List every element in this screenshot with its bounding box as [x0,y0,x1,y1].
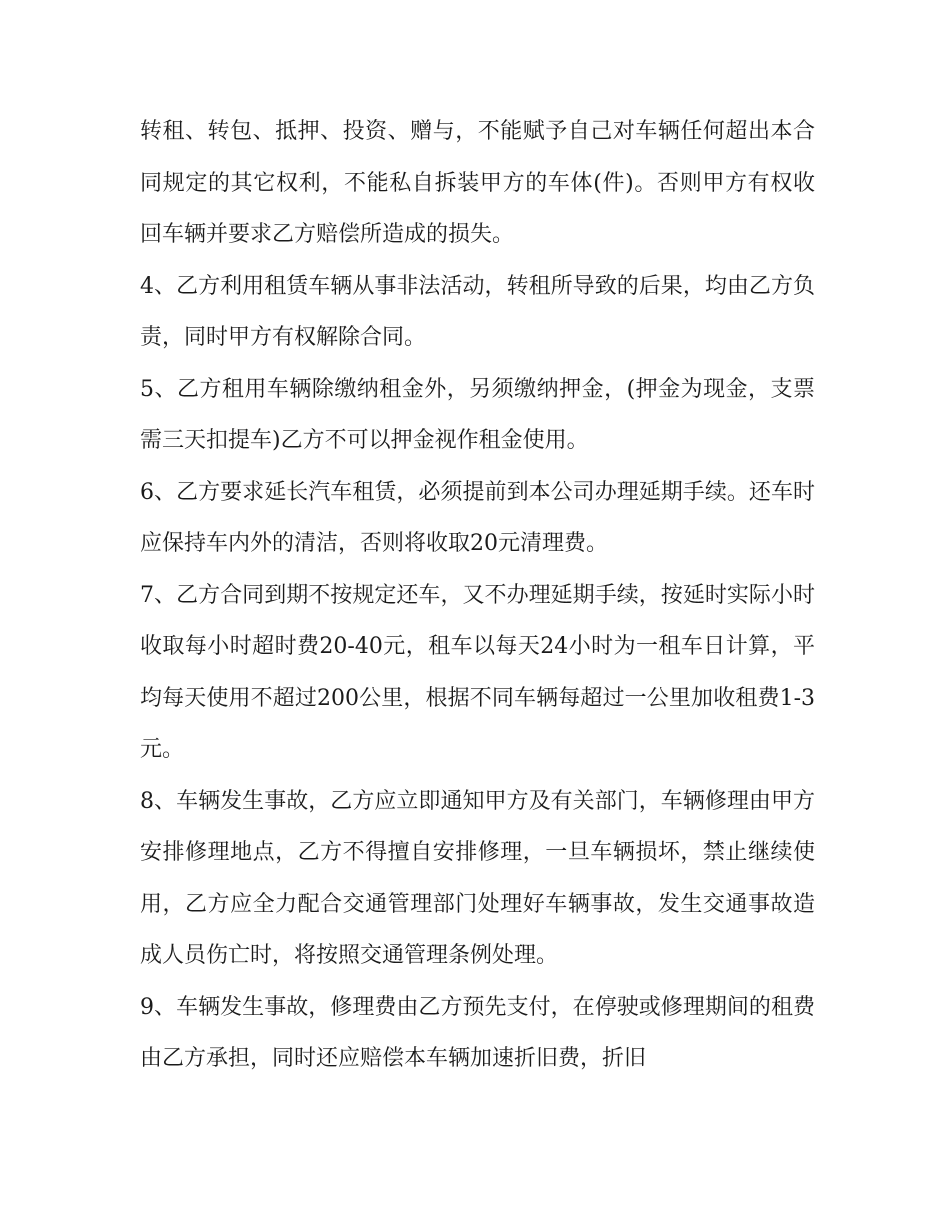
document-body [140,106,815,1085]
paragraph-continuation: 转租、转包、抵押、投资、赠与，不能赋予自己对车辆任何超出本合同规定的其它权利，不能私自拆装甲方的车体(件)。否则甲方有权收回车辆并要求乙方赔偿所造成的损失。 [140,119,815,247]
paragraph-clause-4: 4、乙方利用租赁车辆从事非法活动，转租所导致的后果，均由乙方负责，同时甲方有权解除合同。 [140,273,815,350]
paragraph-clause-8: 8、车辆发生事故，乙方应立即通知甲方及有关部门，车辆修理由甲方安排修理地点，乙方不得擅自安排修理，一旦车辆损坏，禁止继续使用，乙方应全力配合交通管理部门处理好车辆事故，发生交通事故造成人员伤亡时，将按照交通管理条例处理。 [140,788,815,968]
paragraph-clause-9: 9、车辆发生事故，修理费由乙方预先支付，在停驶或修理期间的租费由乙方承担，同时还应赔偿本车辆加速折旧费，折旧 [140,994,815,1071]
paragraph-clause-7: 7、乙方合同到期不按规定还车，又不办理延期手续，按延时实际小时收取每小时超时费20-40元，租车以每天24小时为一租车日计算，平均每天使用不超过200公里，根据不同车辆每超过一公里加收租费1-3元。 [140,582,815,762]
paragraph-clause-6: 6、乙方要求延长汽车租赁，必须提前到本公司办理延期手续。还车时应保持车内外的清洁，否则将收取20元清理费。 [140,479,815,556]
paragraph-clause-5: 5、乙方租用车辆除缴纳租金外，另须缴纳押金，(押金为现金，支票需三天扣提车)乙方不可以押金视作租金使用。 [140,376,815,453]
